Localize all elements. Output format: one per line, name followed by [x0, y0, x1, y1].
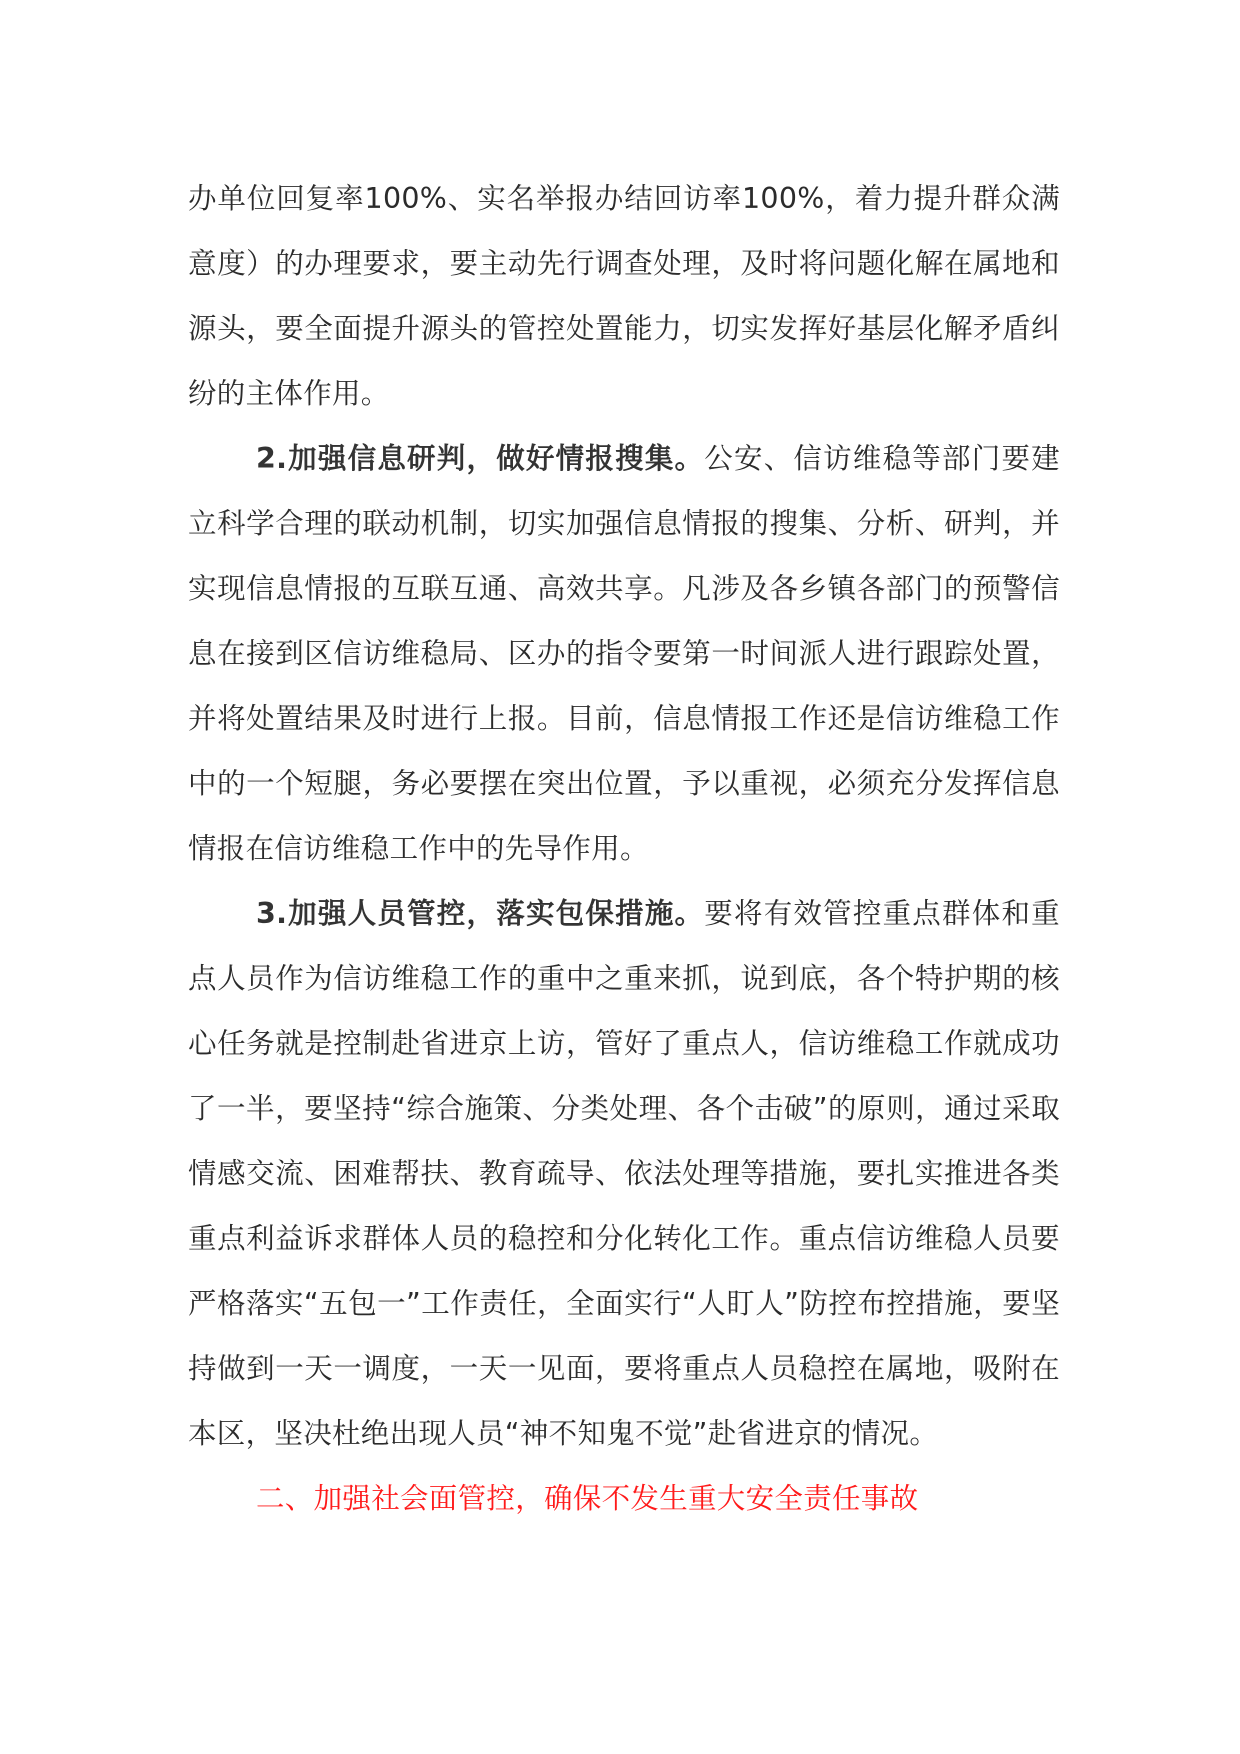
continuation-text: 办单位回复率100%、实名举报办结回访率100%，着力提升群众满意度）的办理要求，要主动先行调查处理，及时将问题化解在属地和源头，要全面提升源头的管控处置能力，切实发挥好基层化解矛盾纠纷的主体作用。: [188, 182, 1060, 410]
item-3-paragraph: [188, 881, 1060, 1466]
item-3-lead: 3.加强人员管控，落实包保措施。: [256, 897, 705, 930]
item-2-lead: 2.加强信息研判，做好情报搜集。: [256, 442, 705, 475]
document-body: [188, 166, 1060, 1531]
continuation-paragraph: [188, 166, 1060, 426]
item-3-body: 要将有效管控重点群体和重点人员作为信访维稳工作的重中之重来抓，说到底，各个特护期的核心任务就是控制赴省进京上访，管好了重点人，信访维稳工作就成功了一半，要坚持“综合施策、分类处理、各个击破”的原则，通过采取情感交流、困难帮扶、教育疏导、依法处理等措施，要扎实推进各类重点利益诉求群体人员的稳控和分化转化工作。重点信访维稳人员要严格落实“五包一”工作责任，全面实行“人盯人”防控布控措施，要坚持做到一天一调度，一天一见面，要将重点人员稳控在属地，吸附在本区，坚决杜绝出现人员“神不知鬼不觉”赴省进京的情况。: [188, 897, 1060, 1450]
section-heading: 二、加强社会面管控，确保不发生重大安全责任事故: [256, 1482, 919, 1515]
item-2-body: 公安、信访维稳等部门要建立科学合理的联动机制，切实加强信息情报的搜集、分析、研判，并实现信息情报的互联互通、高效共享。凡涉及各乡镇各部门的预警信息在接到区信访维稳局、区办的指令要第一时间派人进行跟踪处置，并将处置结果及时进行上报。目前，信息情报工作还是信访维稳工作中的一个短腿，务必要摆在突出位置，予以重视，必须充分发挥信息情报在信访维稳工作中的先导作用。: [188, 442, 1060, 865]
item-2-paragraph: [188, 426, 1060, 881]
